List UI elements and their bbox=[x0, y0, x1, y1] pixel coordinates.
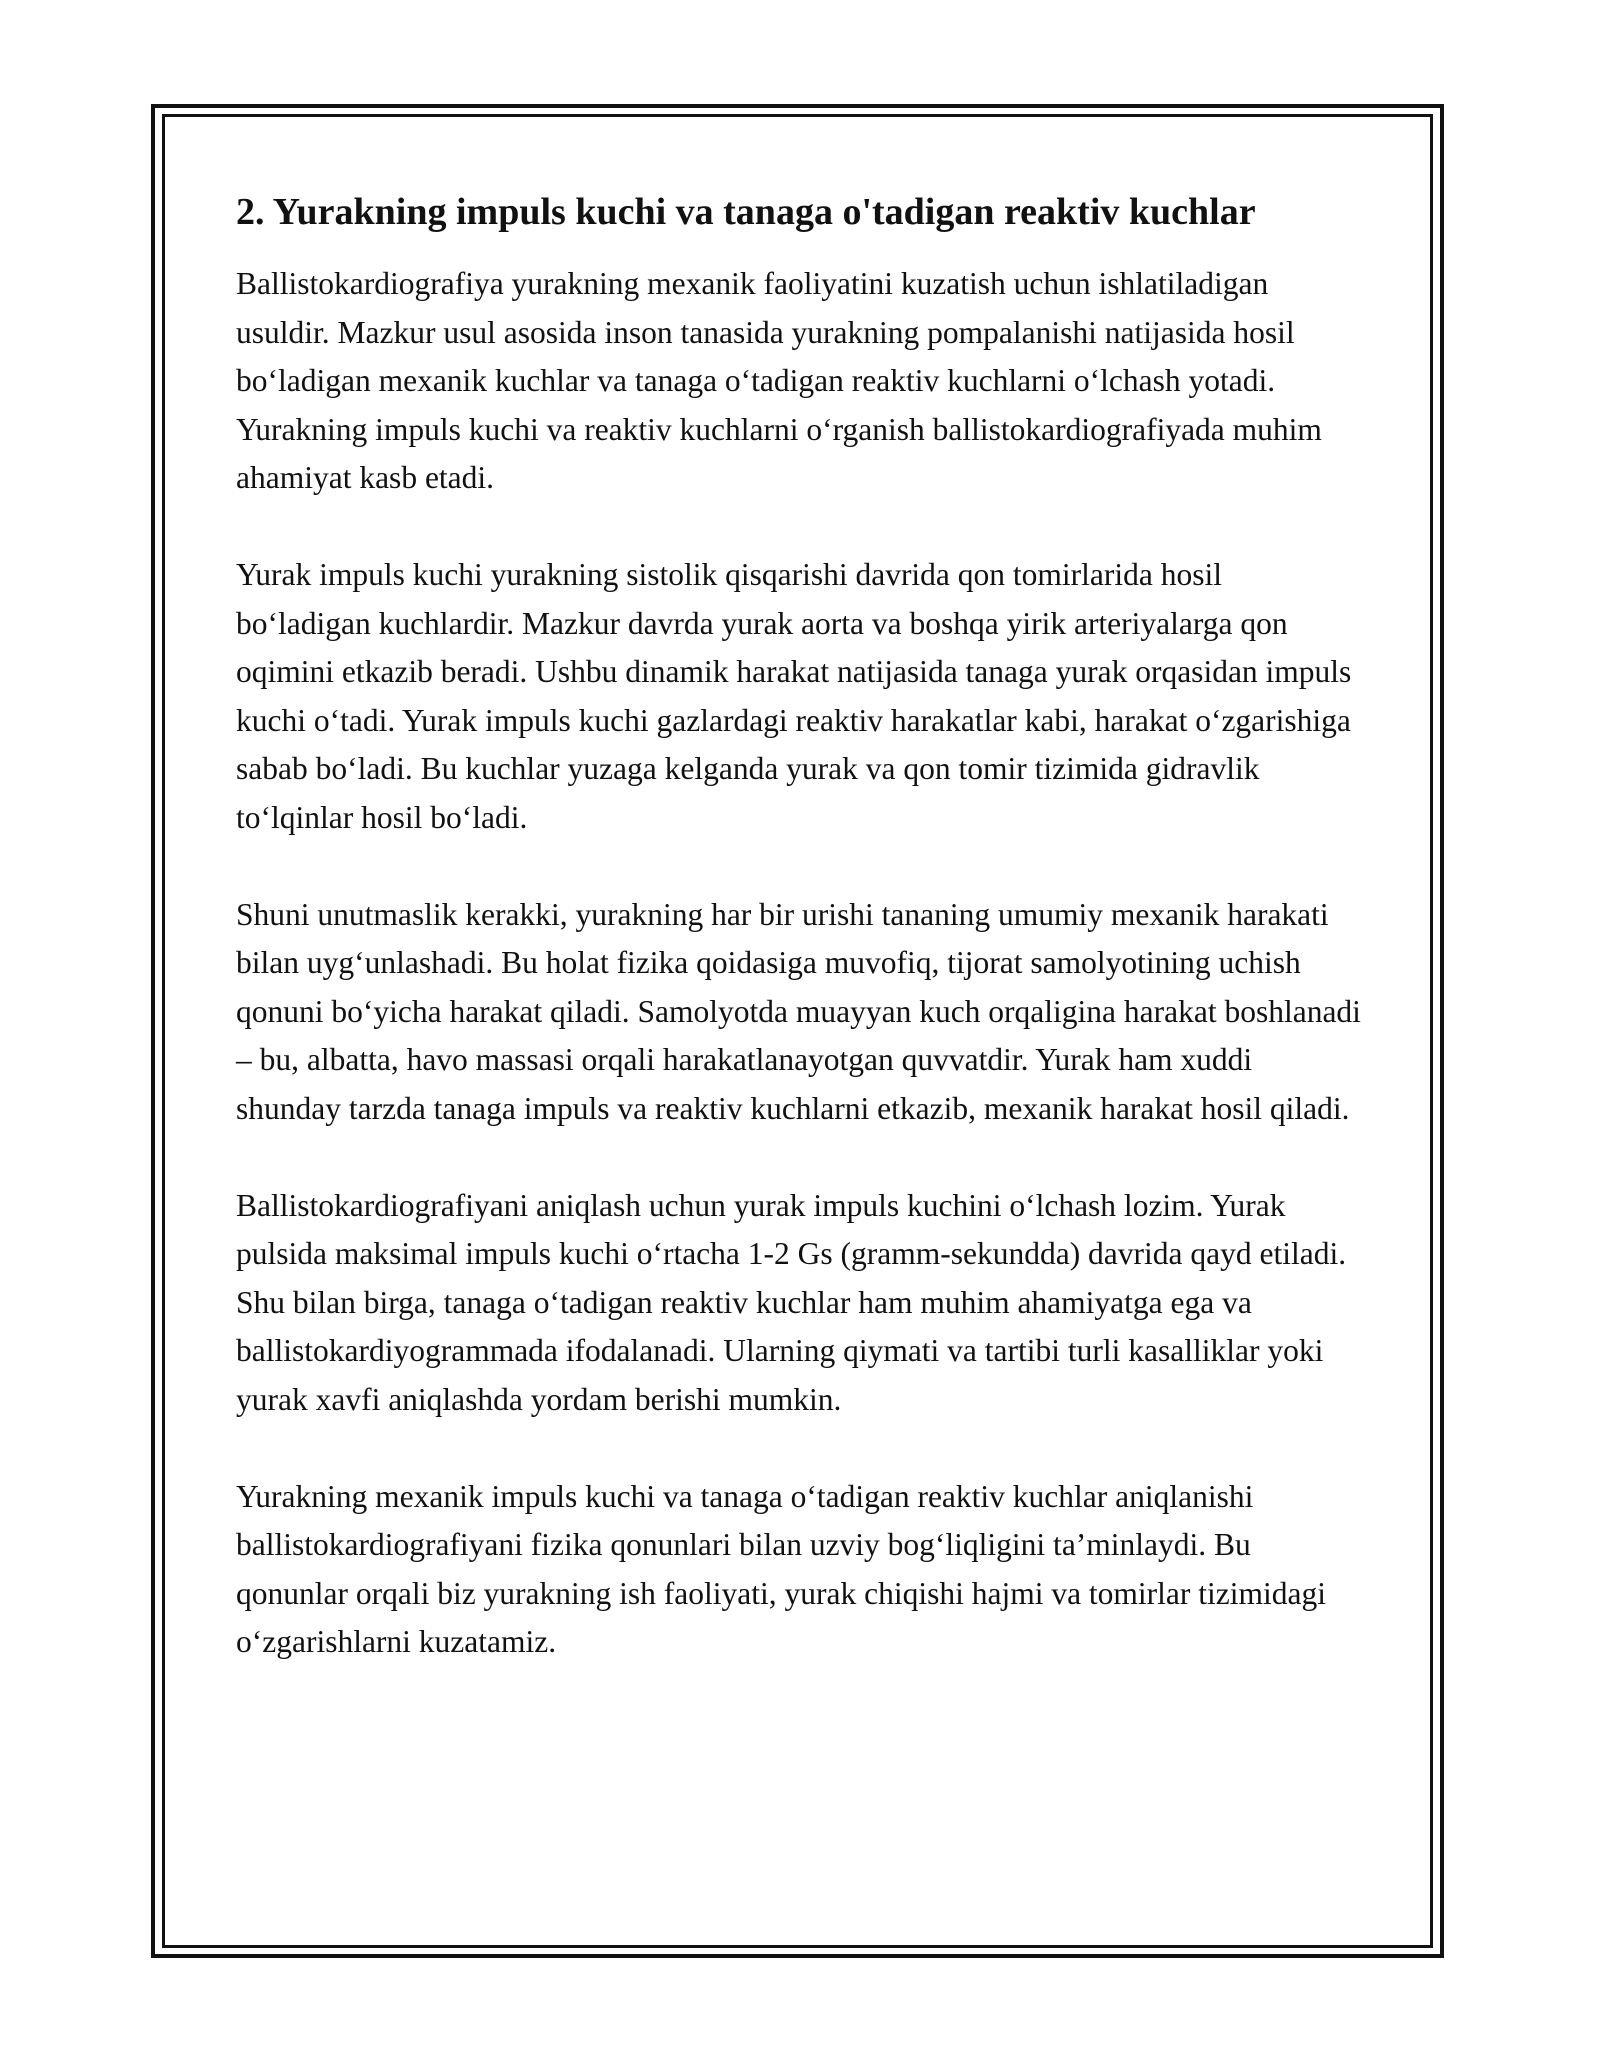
paragraph-2: Yurak impuls kuchi yurakning sistolik qisqarishi davrida qon tomirlarida hosil bo‘ladigan kuchlardir. Mazkur davrda yurak aorta va boshqa yirik arteriyalarga qon oqimini etkazib beradi. Ushbu dinamik harakat natijasida tanaga yurak orqasidan impuls kuchi o‘tadi. Yurak impuls kuchi gazlardagi reaktiv harakatlar kabi, harakat o‘zgarishiga sabab bo‘ladi. Bu kuchlar yuzaga kelganda yurak va qon tomir tizimida gidravlik to‘lqinlar hosil bo‘ladi. bbox=[236, 557, 1352, 835]
page-title: 2. Yurakning impuls kuchi va tanaga o'tadigan reaktiv kuchlar bbox=[236, 191, 1256, 233]
paragraph-3: Shuni unutmaslik kerakki, yurakning har bir urishi tananing umumiy mexanik harakati bilan uyg‘unlashadi. Bu holat fizika qoidasiga muvofiq, tijorat samolyotining uchish qonuni bo‘yicha harakat qiladi. Samolyotda muayyan kuch orqaligina harakat boshlanadi – bu, albatta, havo massasi orqali harakatlanayotgan quvvatdir. Yurak ham xuddi shunday tarzda tanaga impuls va reaktiv kuchlarni etkazib, mexanik harakat hosil qiladi. bbox=[236, 896, 1361, 1126]
paragraph-5: Yurakning mexanik impuls kuchi va tanaga o‘tadigan reaktiv kuchlar aniqlanishi ballistokardiografiyani fizika qonunlari bilan uzviy bog‘liqligini ta’minlaydi. Bu qonunlar orqali biz yurakning ish faoliyati, yurak chiqishi hajmi va tomirlar tizimidagi o‘zgarishlarni kuzatamiz. bbox=[236, 1478, 1326, 1659]
paragraph-4: Ballistokardiografiyani aniqlash uchun yurak impuls kuchini o‘lchash lozim. Yurak pulsida maksimal impuls kuchi o‘rtacha 1-2 Gs (gramm-sekundda) davrida qayd etiladi. Shu bilan birga, tanaga o‘tadigan reaktiv kuchlar ham muhim ahamiyatga ega va ballistokardiyogrammada ifodalanadi. Ularning qiymati va tartibi turli kasalliklar yoki yurak xavfi aniqlashda yordam berishi mumkin. bbox=[236, 1187, 1347, 1417]
document-body bbox=[236, 188, 1376, 1667]
paragraph-1: Ballistokardiografiya yurakning mexanik faoliyatini kuzatish uchun ishlatiladigan usuldir. Mazkur usul asosida inson tanasida yurakning pompalanishi natijasida hosil bo‘ladigan mexanik kuchlar va tanaga o‘tadigan reaktiv kuchlarni o‘lchash yotadi. Yurakning impuls kuchi va reaktiv kuchlarni o‘rganish ballistokardiografiyada muhim ahamiyat kasb etadi. bbox=[236, 266, 1322, 495]
